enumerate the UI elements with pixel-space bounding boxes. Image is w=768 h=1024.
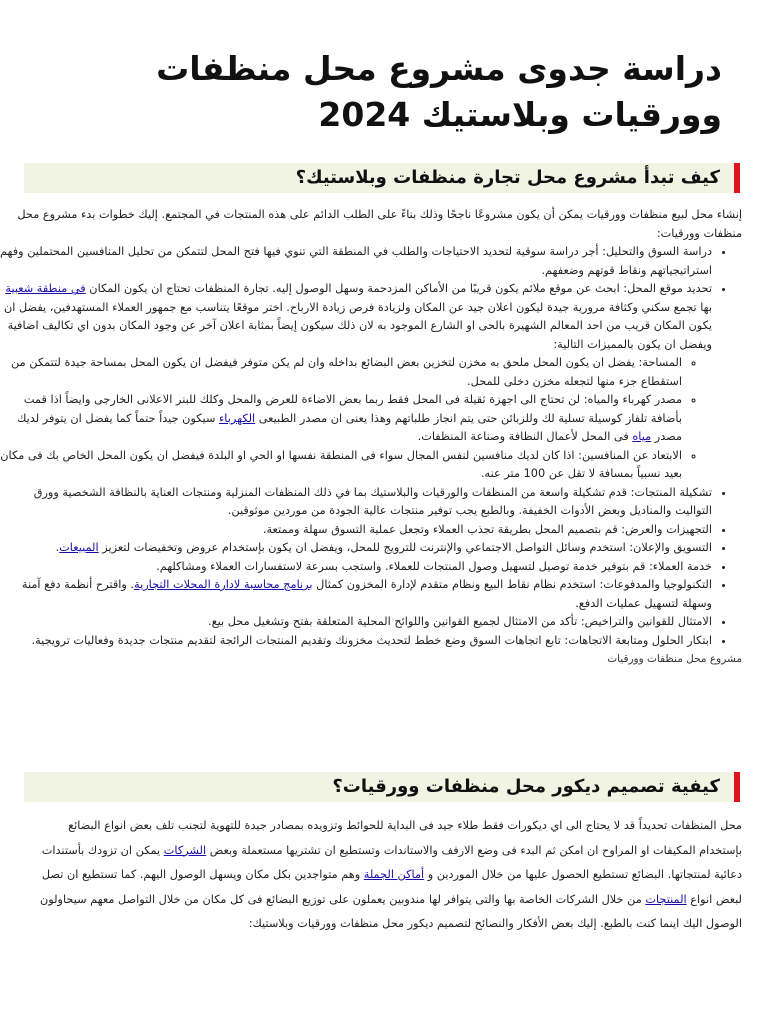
list-item-marketing: • التسويق والإعلان: استخدم وسائل التواصل الاجتماعي والإنترنت للترويج للمحل، ويفضل ان يكون بإستخدام عروض وتخفيضات لتعزيز المبيعات. [0,539,712,558]
section-start-business-body [0,206,742,669]
page-title: دراسة جدوى مشروع محل منظفات وورقيات وبلاستيك 2024 [156,49,722,134]
products-link[interactable]: المنتجات [645,892,687,906]
list-item-location: • تحديد موقع المحل: ابحث عن موقع ملائم يكون قريبًا من الأماكن المزدحمة وسهل الوصول إليه. تجارة المنظفات تحتاج ان يكون المكان في منطقة شعبية بها تجمع سكني وكثافة مرورية جيدة ليكون اعلان جيد عن المكان ولزيادة فرص زيادة الارباح. اختر موقعًا يتناسب مع جمهور العملاء المستهدفين، يفضل ان يكون المكان قريب من احد المعالم الشهيرة بالحى او الشارع الموجود به لان ذلك سيكون إيضاً بمثابة اعلان آخر عن وجود المكان بدون اي تكاليف اضافية ويفضل ان يكون بالمميزات التالية: ◦ المساحة: يفضل ان يكون المحل ملحق به مخزن لتخزين بعض البضائع بداخله وان لم يكن متوفر فيفضل ان يكون المحل بمساحة جيدة لتتمكن من استقطاع جزء منها لتجعله مخزن دخلى للمحل. ◦ مصدر كهرباء والمياه: لن تحتاج الى اجهزة ثقيلة فى المحل فقط ربما بعض الاضاءة للعرض والمحل وكلك للبنر الاعلانى الخارجى وايضاً اذا قمت بأضافة تلفاز كوسيلة تسلية لك وللزبائن حتى يتم انجاز طلباتهم وهذا يعنى ان مصدر الطبيعى الكهرباء سيكون جيداً حتماً كما يفضل ان يتوفر لديك مصدر مياه فى المحل لأعمال النظافة وصناعة المنظفات. ◦ الابتعاد عن المنافسين: اذا كان لديك منافسين لنفس المجال سواء فى المنطقة نفسها او الحي او البلدة فيفضل ان يكون المحل الخاص بك فى مكان بعيد نسبياً بمسافة لا تقل عن 100 متر عنه. [0,280,712,484]
list-item-area: ◦ المساحة: يفضل ان يكون المحل ملحق به مخزن لتخزين بعض البضائع بداخله وان لم يكن متوفر فيفضل ان يكون المحل بمساحة جيدة لتتمكن من استقطاع جزء منها لتجعله مخزن دخلى للمحل. [0,354,682,391]
location-features-list [0,354,712,484]
image-caption: مشروع محل منظفات وورقيات [607,653,742,665]
section-heading-start-business: كيف تبدأ مشروع محل تجارة منظفات وبلاستيك؟ [24,163,740,193]
list-item-products: • تشكيلة المنتجات: قدم تشكيلة واسعة من المنظفات والورقيات والبلاستيك بما في ذلك المنظفات المنزلية ومنتجات العناية بالنظافة الشخصية وورق التواليت والمناديل وبعض الأدوات الخفيفة. وبالطبع يجب توفير منتجات عالية الجودة من موردين موثوقين. [0,484,712,521]
wholesale-places-link[interactable]: أماكن الجملة [363,868,425,881]
section-heading-decor: كيفية تصميم ديكور محل منظفات وورقيات؟ [24,772,740,802]
list-item-customer-service: • خدمة العملاء: قم بتوفير خدمة توصيل لتسهيل وصول المنتجات للعملاء. واستجب بسرعة لاستفسارات العملاء ومشاكلهم. [0,558,712,577]
intro-paragraph: إنشاء محل لبيع منظفات وورقيات يمكن أن يكون مشروعًا ناجحًا وذلك بناءً على الطلب الدائم على هذه المنتجات في المجتمع. إليك خطوات بدء مشروع محل منظفات وورقيات: [17,208,742,240]
accounting-software-link[interactable]: برنامج محاسبة لادارة المحلات التجارية [134,578,313,591]
list-item-competitors: ◦ الابتعاد عن المنافسين: اذا كان لديك منافسين لنفس المجال سواء فى المنطقة نفسها او الحي او البلدة فيفضل ان يكون المحل الخاص بك فى مكان بعيد نسبياً بمسافة لا تقل عن 100 متر عنه. [0,447,682,484]
list-item-market-study: • دراسة السوق والتحليل: أجر دراسة سوقية لتحديد الاحتياجات والطلب في المنطقة التي تنوي فيها فتح المحل لتتمكن من تحليل المنافسين المحتملين وفهم استراتيجياتهم ونقاط قوتهم وضعفهم. [0,243,712,280]
popular-area-link[interactable]: في منطقة شعبية [5,282,86,295]
list-item-innovation: • ابتكار الحلول ومتابعة الاتجاهات: تابع اتجاهات السوق وضع خطط لتحديث مخزونك وتقديم المنتجات الرائجة لتقديم منتجات جديدة وفعاليات ترويجية. [0,632,712,651]
decor-paragraph: محل المنظفات تحديداً قد لا يحتاج الى اي ديكورات فقط طلاء جيد فى البداية للحوائط وتزويده بمصادر جيدة للتهوية لتجنب تلف بعض انواع البضائع بإستخدام المكيفات او المراوح ان امكن ثم البدء فى وضع الارفف والاستاندات وتستطيع ان تشتريها مستعملة وبعض الشركات يمكن ان تزودك بأستندات دعائية لمنتجاتها. البضائع تستطيع الحصول عليها من خلال الموردين و أماكن الجملة وهم متواجدين بكل مكان ويسهل الوصول اليهم. كما تستطيع ان تصل لبعض انواع المنتجات من خلال الشركات الخاصة بها والتى يتوافر لها مندوبين يعملون على توزيع البضائع فى كل مكان من خلال التواصل معهم سيحاولون الوصول اليك اينما كنت بالطبع. إليك بعض الأفكار والنصائح لتصميم ديكور محل منظفات وورقيات وبلاستيك: [39,819,742,930]
list-item-technology: • التكنولوجيا والمدفوعات: استخدم نظام نقاط البيع ونظام متقدم لإدارة المخزون كمثال برنامج محاسبة لادارة المحلات التجارية. واقترح أنظمة دفع آمنة وسهلة لتسهيل عمليات الدفع. [0,576,712,613]
list-item-equipment: • التجهيزات والعرض: قم بتصميم المحل بطريقة تجذب العملاء وتجعل عملية التسوق سهلة وممتعة. [0,521,712,540]
list-item-power-water: ◦ مصدر كهرباء والمياه: لن تحتاج الى اجهزة ثقيلة فى المحل فقط ربما بعض الاضاءة للعرض والمحل وكلك للبنر الاعلانى الخارجى وايضاً اذا قمت بأضافة تلفاز كوسيلة تسلية لك وللزبائن حتى يتم انجاز طلباتهم وهذا يعنى ان مصدر الطبيعى الكهرباء سيكون جيداً حتماً كما يفضل ان يتوفر لديك مصدر مياه فى المحل لأعمال النظافة وصناعة المنظفات. [0,391,682,447]
list-item-compliance: • الامتثال للقوانين والتراخيص: تأكد من الامتثال لجميع القوانين واللوائح المحلية المتعلقة بفتح وتشغيل محل بيع. [0,613,712,632]
companies-link[interactable]: الشركات [163,843,207,857]
water-link[interactable]: مياه [632,430,652,443]
electricity-link[interactable]: الكهرباء [219,411,256,425]
sales-link[interactable]: المبيعات [59,541,99,554]
steps-list [0,243,742,650]
